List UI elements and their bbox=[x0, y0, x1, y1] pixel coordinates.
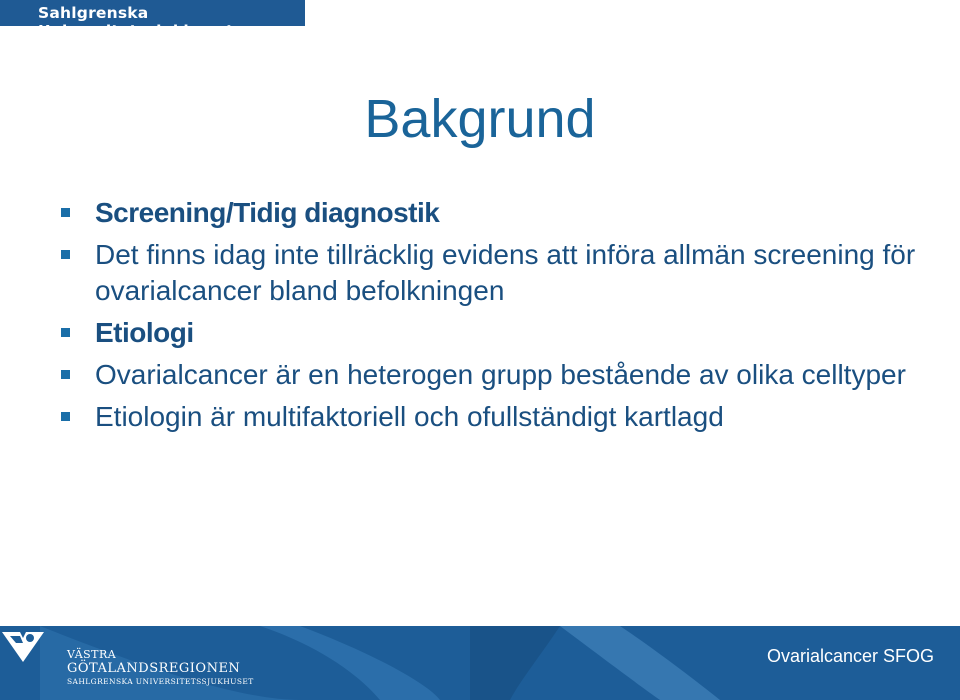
footer-bar bbox=[0, 626, 960, 700]
logo-text-region: GÖTALANDSREGIONEN bbox=[67, 661, 241, 676]
bullet-item bbox=[55, 399, 935, 435]
bullet-text: Ovarialcancer är en heterogen grupp bestående av olika celltyper bbox=[95, 359, 906, 390]
vgr-logo-icon bbox=[0, 626, 46, 666]
bullet-text: Det finns idag inte tillräcklig evidens att införa allmän screening för ovarialcancer bland befolkningen bbox=[95, 239, 916, 306]
slide-title: Bakgrund bbox=[364, 89, 596, 149]
bullet-item bbox=[55, 195, 935, 231]
square-bullet-icon bbox=[61, 412, 70, 421]
bullet-text: Screening/Tidig diagnostik bbox=[95, 197, 440, 228]
bullet-list bbox=[55, 195, 935, 441]
bullet-text: Etiologin är multifaktoriell och ofullständigt kartlagd bbox=[95, 401, 724, 432]
bullet-item bbox=[55, 357, 935, 393]
bullet-item bbox=[55, 315, 935, 351]
header-banner-text: Sahlgrenska Universitetssjukhuset bbox=[38, 4, 234, 40]
footer-label: Ovarialcancer SFOG bbox=[766, 646, 934, 666]
square-bullet-icon bbox=[61, 370, 70, 379]
header-banner bbox=[0, 0, 305, 40]
square-bullet-icon bbox=[61, 328, 70, 337]
square-bullet-icon bbox=[61, 250, 70, 259]
bullet-item bbox=[55, 237, 935, 309]
logo-text-hospital: SAHLGRENSKA UNIVERSITETSSJUKHUSET bbox=[67, 677, 254, 686]
logo-text-vastra: VÄSTRA bbox=[67, 648, 117, 661]
bullet-text: Etiologi bbox=[95, 317, 194, 348]
square-bullet-icon bbox=[61, 208, 70, 217]
